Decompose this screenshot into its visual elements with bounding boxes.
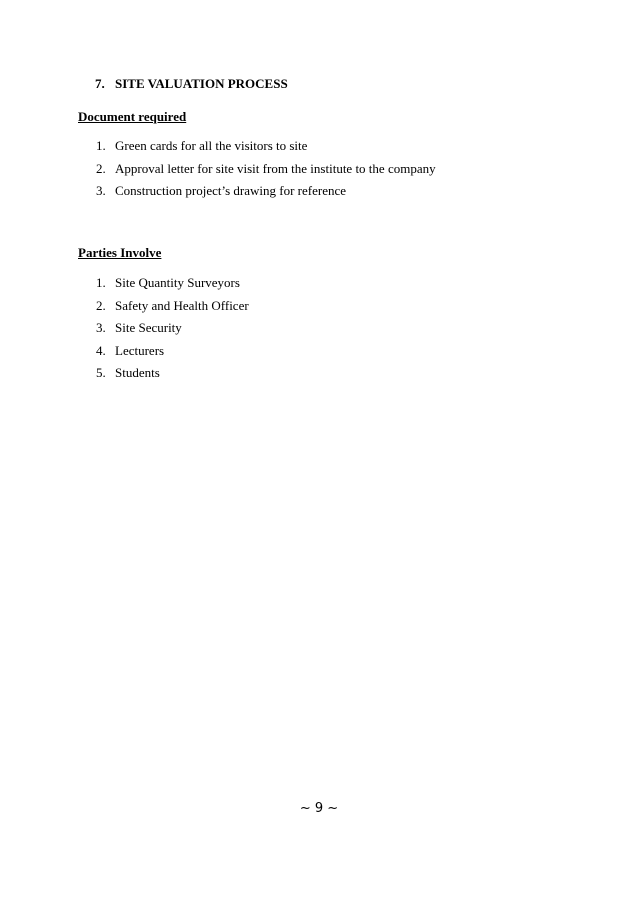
parties-list	[96, 272, 249, 385]
list-item	[96, 362, 249, 385]
section-title: SITE VALUATION PROCESS	[115, 76, 288, 91]
list-item-text: Green cards for all the visitors to site	[115, 138, 308, 153]
list-item-text: Site Quantity Surveyors	[115, 275, 240, 290]
section-heading	[95, 76, 288, 92]
list-item-text: Approval letter for site visit from the institute to the company	[115, 160, 436, 176]
list-item	[96, 340, 249, 363]
list-item-text: Safety and Health Officer	[115, 297, 249, 313]
list-item-number: 1.	[96, 275, 106, 290]
list-item	[96, 317, 249, 340]
list-item-text: Site Security	[115, 320, 182, 335]
list-item-number: 4.	[96, 342, 106, 358]
list-item-number: 5.	[96, 365, 106, 380]
list-item	[96, 158, 436, 181]
documents-heading: Document required	[78, 109, 187, 124]
list-item	[96, 180, 436, 203]
list-item-text: Lecturers	[115, 342, 165, 358]
list-item-number: 1.	[96, 138, 106, 153]
section-number: 7.	[95, 76, 105, 91]
list-item-number: 2.	[96, 297, 106, 313]
list-item-number: 3.	[96, 320, 106, 335]
list-item-text: Construction project’s drawing for reference	[115, 183, 347, 198]
list-item	[96, 295, 249, 318]
page-number: ~ 9 ~	[299, 801, 339, 816]
list-item-number: 2.	[96, 160, 106, 176]
documents-list	[96, 135, 436, 203]
parties-heading: Parties Involve	[78, 245, 162, 260]
list-item	[96, 272, 249, 295]
list-item-number: 3.	[96, 183, 106, 198]
list-item-text: Students	[115, 365, 160, 380]
list-item	[96, 135, 436, 158]
